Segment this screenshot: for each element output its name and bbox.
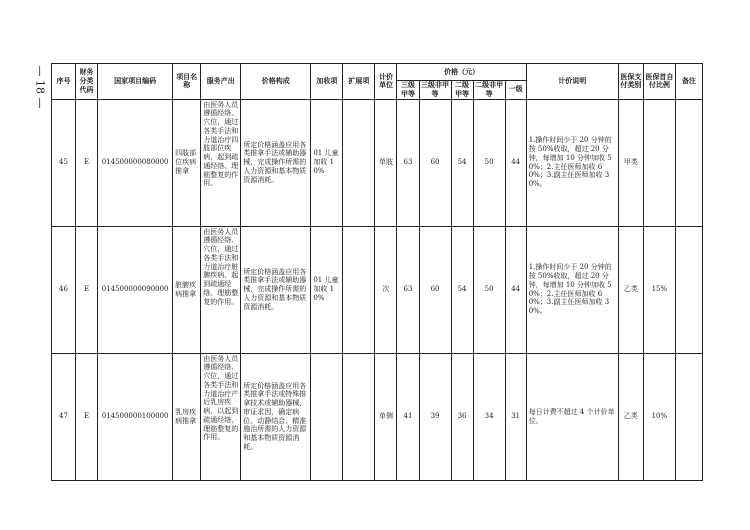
cell-national-code: 014500000090000 [98, 226, 173, 353]
header-service-output: 服务产出 [201, 64, 241, 100]
cell-level3-non-a: 60 [419, 226, 451, 353]
header-remark: 备注 [675, 64, 702, 100]
cell-remark [675, 353, 702, 480]
header-add-item: 加收项 [311, 64, 343, 100]
cell-pricing-note: 每日计费不超过 4 个计价单位。 [526, 353, 618, 480]
table-row [52, 99, 703, 226]
cell-level3-a: 63 [397, 226, 419, 353]
header-extend-item: 扩展项 [343, 64, 375, 100]
header-item-name: 项目名称 [173, 64, 201, 100]
cell-remark [675, 99, 702, 226]
cell-insurance-ratio: 15% [643, 226, 675, 353]
header-level2-non-a: 二级非甲等 [473, 81, 505, 100]
header-unit: 计价单位 [375, 64, 397, 100]
cell-pricing-note: 1.操作时间少于 20 分钟的按 50%收取，超过 20 分钟，每增加 10 分钟加收 50%；2.主任医师加收 60%；3.副主任医师加收 30%。 [526, 226, 618, 353]
header-level1: 一级 [505, 81, 526, 100]
pricing-table [51, 63, 703, 481]
cell-insurance-ratio [643, 99, 675, 226]
header-seq: 序号 [52, 64, 76, 100]
cell-level2-non-a: 50 [473, 99, 505, 226]
table-row [52, 353, 703, 480]
page-number: — 18 — [33, 65, 47, 109]
cell-item-name: 四肢部位疾病推拿 [173, 99, 201, 226]
cell-item-name: 脏腑疾病推拿 [173, 226, 201, 353]
cell-extend-item [343, 353, 375, 480]
cell-level3-non-a: 39 [419, 353, 451, 480]
cell-level1: 44 [505, 99, 526, 226]
cell-level2-non-a: 50 [473, 226, 505, 353]
cell-level2-a: 54 [451, 226, 473, 353]
cell-level1: 44 [505, 226, 526, 353]
cell-add-item [311, 353, 343, 480]
cell-item-name: 乳房疾病推拿 [173, 353, 201, 480]
header-level3-non-a: 三级非甲等 [419, 81, 451, 100]
header-national-code: 国家项目编码 [98, 64, 173, 100]
cell-service-output: 由医务人员遵循经络、穴位，通过各类手法和力道治疗四肢部位疾病，起到疏通经络、理筋整复的作用。 [201, 99, 241, 226]
cell-insurance-category: 乙类 [618, 353, 643, 480]
cell-unit: 单肢 [375, 99, 397, 226]
cell-level2-a: 54 [451, 99, 473, 226]
cell-service-output: 由医务人员遵循经络、穴位，通过各类手法和力道治疗脏腑疾病，起到疏通经络、理筋整复的作用。 [201, 226, 241, 353]
cell-seq: 46 [52, 226, 76, 353]
cell-category-code: E [76, 226, 98, 353]
cell-category-code: E [76, 99, 98, 226]
header-level2-a: 二级甲等 [451, 81, 473, 100]
cell-seq: 47 [52, 353, 76, 480]
cell-category-code: E [76, 353, 98, 480]
cell-add-item: 01 儿童加收 10% [311, 226, 343, 353]
cell-service-output: 由医务人员遵循经络、穴位，通过各类手法和力道治疗产后乳房疾病，以起到疏通经络，理筋整复的作用。 [201, 353, 241, 480]
header-insurance-category: 医保支付类别 [618, 64, 643, 100]
cell-national-code: 014500000100000 [98, 353, 173, 480]
cell-insurance-ratio: 10% [643, 353, 675, 480]
cell-unit: 次 [375, 226, 397, 353]
cell-price-composition: 所定价格涵盖应用各类推拿手法或特殊推拿技术或辅助器械，审证求因，确定病位、动静结合、精准施治所需的人力资源和基本物质资源消耗。 [241, 353, 311, 480]
cell-level2-non-a: 34 [473, 353, 505, 480]
cell-price-composition: 所定价格涵盖应用各类推拿手法或辅助器械，完成操作所需的人力资源和基本物质资源消耗。 [241, 226, 311, 353]
header-category-code: 财务分类代码 [76, 64, 98, 100]
cell-insurance-category: 甲类 [618, 99, 643, 226]
header-pricing-note: 计价说明 [526, 64, 618, 100]
cell-extend-item [343, 226, 375, 353]
header-price-group: 价格（元） [397, 64, 526, 81]
cell-level3-non-a: 60 [419, 99, 451, 226]
header-level3-a: 三级甲等 [397, 81, 419, 100]
cell-insurance-category: 乙类 [618, 226, 643, 353]
cell-level3-a: 63 [397, 99, 419, 226]
cell-remark [675, 226, 702, 353]
cell-unit: 单侧 [375, 353, 397, 480]
cell-extend-item [343, 99, 375, 226]
cell-price-composition: 所定价格涵盖应用各类推拿手法或辅助器械，完成操作所需的人力资源和基本物质资源消耗。 [241, 99, 311, 226]
cell-level1: 31 [505, 353, 526, 480]
table-row [52, 226, 703, 353]
cell-seq: 45 [52, 99, 76, 226]
cell-level3-a: 41 [397, 353, 419, 480]
header-price-composition: 价格构成 [241, 64, 311, 100]
cell-add-item: 01 儿童加收 10% [311, 99, 343, 226]
cell-level2-a: 36 [451, 353, 473, 480]
header-insurance-ratio: 医保首自付比例 [643, 64, 675, 100]
cell-pricing-note: 1.操作时间少于 20 分钟的按 50%收取，超过 20 分钟，每增加 10 分钟加收 50%；2.主任医师加收 60%；3.副主任医师加收 30%。 [526, 99, 618, 226]
cell-national-code: 014500000080000 [98, 99, 173, 226]
